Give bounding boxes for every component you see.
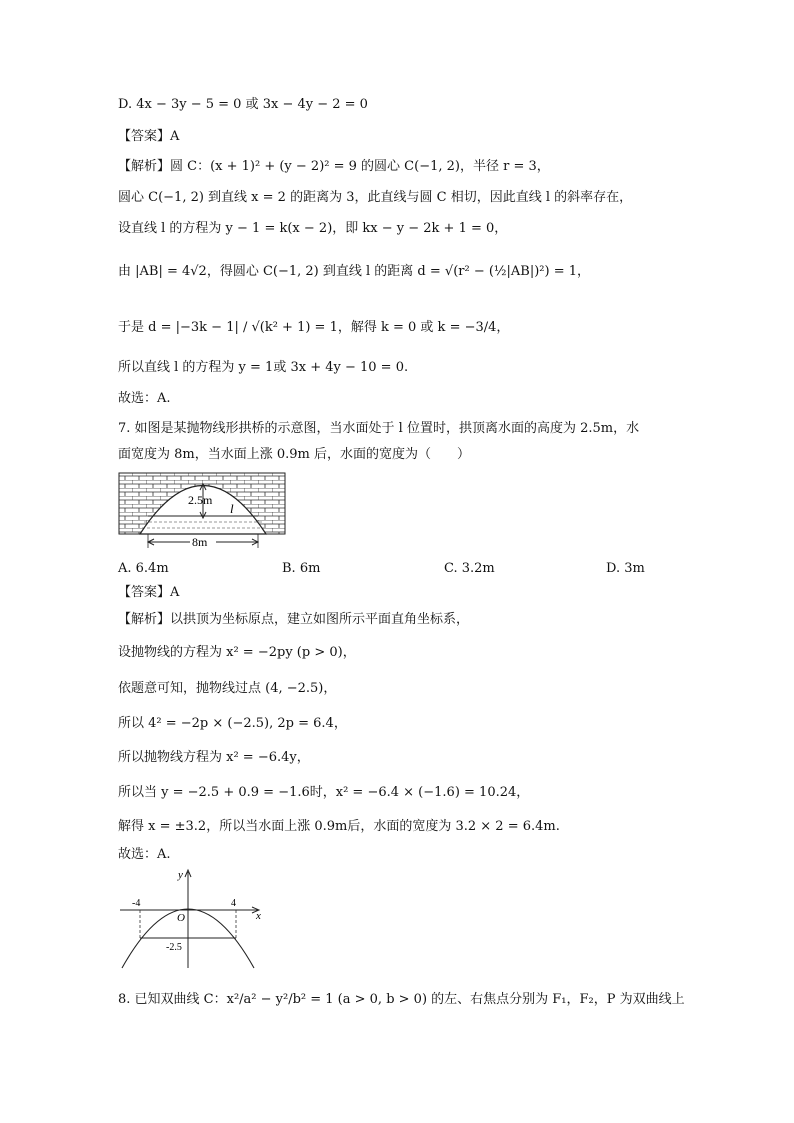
q6-option-d: D. 4x − 3y − 5 = 0 或 3x − 4y − 2 = 0	[118, 97, 368, 112]
q6-solution-line-4: 由 |AB| = 4√2，得圆心 C(−1, 2) 到直线 l 的距离 d = √(r² − (½|AB|)²) = 1，	[118, 264, 590, 279]
q7-solution-line-6: 所以当 y = −2.5 + 0.9 = −1.6时，x² = −6.4 × (−1.6) = 10.24，	[118, 785, 530, 800]
q6-solution-line-1: 【解析】圆 C：(x + 1)² + (y − 2)² = 9 的圆心 C(−1, 2)，半径 r = 3，	[118, 159, 550, 174]
q7-solution-line-4: 所以 4² = −2p × (−2.5), 2p = 6.4，	[118, 716, 347, 731]
right-tick-label: 4	[231, 898, 236, 909]
y-axis-label: y	[178, 869, 183, 881]
q6-solution-line-6: 所以直线 l 的方程为 y = 1或 3x + 4y − 10 = 0.	[118, 360, 409, 375]
y-tick-label: -2.5	[166, 942, 182, 953]
q7-solution-line-2: 设抛物线的方程为 x² = −2py (p > 0)，	[118, 645, 356, 660]
q7-solution-line-5: 所以抛物线方程为 x² = −6.4y，	[118, 750, 310, 765]
q7-option-d: D. 3m	[606, 561, 645, 576]
origin-label: O	[177, 912, 185, 924]
q6-solution-line-2: 圆心 C(−1, 2) 到直线 x = 2 的距离为 3，此直线与圆 C 相切，因此直线 l 的斜率存在，	[118, 190, 633, 205]
water-label: l	[230, 501, 234, 516]
q7-option-b: B. 6m	[282, 561, 321, 576]
height-label: 2.5m	[188, 493, 213, 507]
q7-solution-line-8: 故选：A.	[118, 847, 171, 862]
q7-solution-line-7: 解得 x = ±3.2，所以当水面上涨 0.9m后，水面的宽度为 3.2 × 2 = 6.4m.	[118, 819, 560, 834]
width-label: 8m	[192, 535, 208, 549]
q7-answer: 【答案】A	[118, 585, 180, 600]
q6-answer: 【答案】A	[118, 129, 180, 144]
arch-bridge-figure	[118, 472, 288, 562]
q7-option-c: C. 3.2m	[444, 561, 495, 576]
x-axis-label: x	[256, 910, 261, 922]
parabola-graph	[118, 866, 278, 970]
left-tick-label: -4	[132, 898, 141, 909]
q6-solution-line-3: 设直线 l 的方程为 y − 1 = k(x − 2)，即 kx − y − 2k + 1 = 0，	[118, 221, 508, 236]
q8-stem: 8. 已知双曲线 C：x²/a² − y²/b² = 1 (a > 0, b > 0) 的左、右焦点分别为 F₁，F₂，P 为双曲线上	[118, 992, 685, 1007]
q7-stem-line-2: 面宽度为 8m，当水面上涨 0.9m 后，水面的宽度为（ ）	[118, 447, 470, 462]
q6-solution-line-5: 于是 d = |−3k − 1| / √(k² + 1) = 1，解得 k = 0 或 k = −3/4，	[118, 320, 510, 335]
q7-solution-line-3: 依题意可知，抛物线过点 (4, −2.5)，	[118, 681, 337, 696]
q7-stem-line-1: 7. 如图是某抛物线形拱桥的示意图，当水面处于 l 位置时，拱顶离水面的高度为 2.5m，水	[118, 421, 640, 436]
q7-option-a: A. 6.4m	[118, 561, 169, 576]
q6-solution-line-7: 故选：A.	[118, 391, 171, 406]
q7-solution-line-1: 【解析】以拱顶为坐标原点，建立如图所示平面直角坐标系，	[118, 612, 470, 627]
